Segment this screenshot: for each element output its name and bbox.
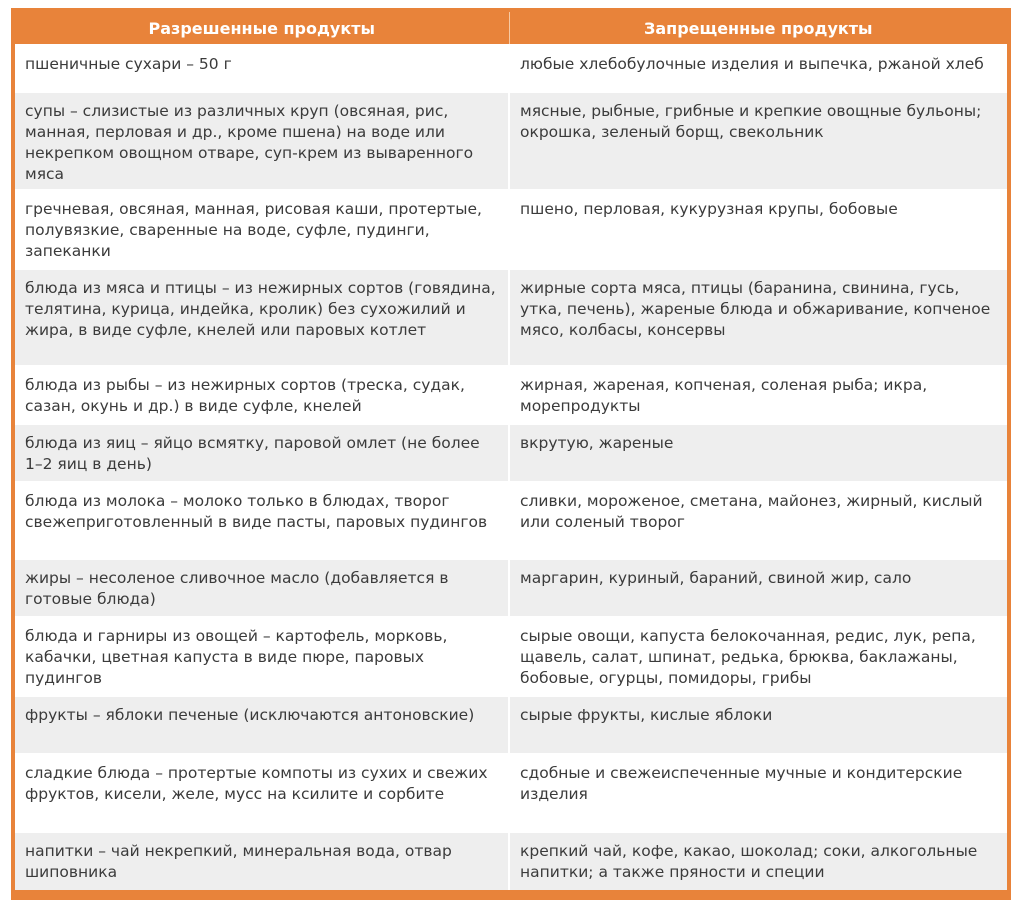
allowed-column-header: Разрешенные продукты (15, 12, 509, 45)
forbidden-cell: сырые фрукты, кислые яблоки (509, 696, 1007, 754)
allowed-cell: блюда и гарниры из овощей – картофель, морковь, кабачки, цветная капуста в виде пюре, паровых пудингов (15, 617, 509, 696)
allowed-cell: блюда из яиц – яйцо всмятку, паровой омлет (не более 1–2 яиц в день) (15, 424, 509, 482)
allowed-cell: напитки – чай некрепкий, минеральная вода, отвар шиповника (15, 832, 509, 890)
table-row (15, 754, 1007, 832)
allowed-cell: блюда из рыбы – из нежирных сортов (треска, судак, сазан, окунь и др.) в виде суфле, кнелей (15, 366, 509, 424)
table-row (15, 482, 1007, 559)
forbidden-cell: мясные, рыбные, грибные и крепкие овощные бульоны; окрошка, зеленый борщ, свекольник (509, 92, 1007, 190)
forbidden-cell: сливки, мороженое, сметана, майонез, жирный, кислый или соленый творог (509, 482, 1007, 559)
table-row (15, 45, 1007, 92)
diet-table-frame (11, 8, 1011, 900)
forbidden-cell: жирная, жареная, копченая, соленая рыба; икра, морепродукты (509, 366, 1007, 424)
allowed-cell: блюда из молока – молоко только в блюдах, творог свежеприготовленный в виде пасты, паровых пудингов (15, 482, 509, 559)
table-row (15, 832, 1007, 890)
table-row (15, 559, 1007, 617)
table-row (15, 92, 1007, 190)
allowed-cell: пшеничные сухари – 50 г (15, 45, 509, 92)
diet-table (15, 12, 1007, 890)
table-row (15, 190, 1007, 269)
forbidden-cell: вкрутую, жареные (509, 424, 1007, 482)
table-row (15, 617, 1007, 696)
table-row (15, 696, 1007, 754)
allowed-cell: блюда из мяса и птицы – из нежирных сортов (говядина, телятина, курица, индейка, кролик) без сухожилий и жира, в виде суфле, кнелей или паровых котлет (15, 269, 509, 366)
forbidden-column-header: Запрещенные продукты (509, 12, 1007, 45)
forbidden-cell: любые хлебобулочные изделия и выпечка, ржаной хлеб (509, 45, 1007, 92)
table-row (15, 269, 1007, 366)
table-header-row (15, 12, 1007, 45)
allowed-cell: сладкие блюда – протертые компоты из сухих и свежих фруктов, кисели, желе, мусс на ксилите и сорбите (15, 754, 509, 832)
table-row (15, 366, 1007, 424)
allowed-cell: жиры – несоленое сливочное масло (добавляется в готовые блюда) (15, 559, 509, 617)
allowed-cell: фрукты – яблоки печеные (исключаются антоновские) (15, 696, 509, 754)
allowed-cell: супы – слизистые из различных круп (овсяная, рис, манная, перловая и др., кроме пшена) на воде или некрепком овощном отваре, суп-крем из вываренного мяса (15, 92, 509, 190)
allowed-cell: гречневая, овсяная, манная, рисовая каши, протертые, полувязкие, сваренные на воде, суфле, пудинги, запеканки (15, 190, 509, 269)
table-row (15, 424, 1007, 482)
forbidden-cell: пшено, перловая, кукурузная крупы, бобовые (509, 190, 1007, 269)
forbidden-cell: крепкий чай, кофе, какао, шоколад; соки, алкогольные напитки; а также пряности и специи (509, 832, 1007, 890)
forbidden-cell: сдобные и свежеиспеченные мучные и кондитерские изделия (509, 754, 1007, 832)
forbidden-cell: жирные сорта мяса, птицы (баранина, свинина, гусь, утка, печень), жареные блюда и обжаривание, копченое мясо, колбасы, консервы (509, 269, 1007, 366)
cut-off-title-strip (0, 0, 1024, 8)
forbidden-cell: маргарин, куриный, бараний, свиной жир, сало (509, 559, 1007, 617)
forbidden-cell: сырые овощи, капуста белокочанная, редис, лук, репа, щавель, салат, шпинат, редька, брюква, баклажаны, бобовые, огурцы, помидоры, грибы (509, 617, 1007, 696)
